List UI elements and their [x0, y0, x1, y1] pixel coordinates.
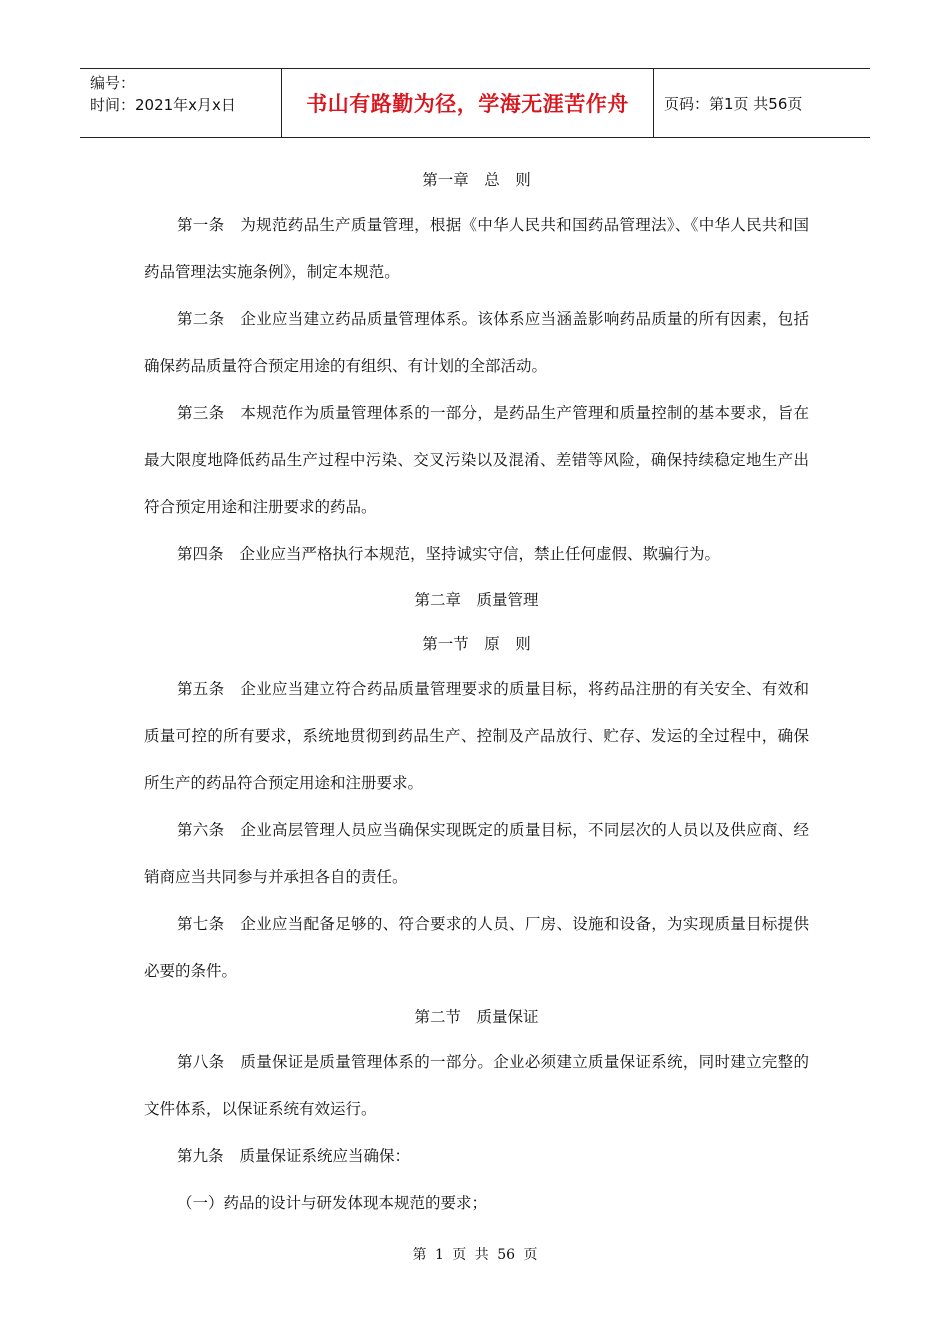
article: [144, 202, 809, 296]
article-text: 企业应当严格执行本规范，坚持诚实守信，禁止任何虚假、欺骗行为。: [239, 545, 721, 563]
article: [144, 901, 809, 995]
article: [144, 1039, 809, 1133]
article-number: 第二条: [177, 310, 225, 328]
article-text: 企业应当配备足够的、符合要求的人员、厂房、设施和设备，为实现质量目标提供必要的条件。: [144, 915, 809, 980]
article-text: 质量保证是质量管理体系的一部分。企业必须建立质量保证系统，同时建立完整的文件体系，以保证系统有效运行。: [144, 1053, 809, 1118]
document-number-label: 编号：: [90, 74, 136, 92]
article-number: 第四条: [177, 545, 224, 563]
section-heading: 第二节 质量保证: [414, 1008, 539, 1026]
article: [144, 1133, 809, 1180]
article-number: 第七条: [177, 915, 225, 933]
article-number: 第三条: [177, 404, 225, 422]
article-number: 第一条: [177, 216, 225, 234]
article-text: 本规范作为质量管理体系的一部分，是药品生产管理和质量控制的基本要求，旨在最大限度地降低药品生产过程中污染、交叉污染以及混淆、差错等风险，确保持续稳定地生产出符合预定用途和注册要求的药品。: [144, 404, 809, 516]
header-meta: [80, 69, 281, 137]
article: [144, 807, 809, 901]
article: [144, 296, 809, 390]
header-motto: 书山有路勤为径，学海无涯苦作舟: [306, 92, 629, 116]
article-number: 第五条: [177, 680, 225, 698]
header-page-info: 页码：第1页 共56页: [664, 94, 803, 113]
header-motto-cell: [281, 69, 654, 137]
article-number: 第九条: [177, 1147, 224, 1165]
article-text: 企业应当建立药品质量管理体系。该体系应当涵盖影响药品质量的所有因素，包括确保药品质量符合预定用途的有组织、有计划的全部活动。: [144, 310, 809, 375]
article-text: 为规范药品生产质量管理，根据《中华人民共和国药品管理法》、《中华人民共和国药品管理法实施条例》，制定本规范。: [144, 216, 809, 281]
article: [144, 666, 809, 807]
page-footer: 第 1 页 共 56 页: [412, 1247, 538, 1263]
article-number: 第六条: [177, 821, 225, 839]
document-date: 时间：2021年x月x日: [90, 96, 236, 114]
document-body: [144, 158, 809, 1227]
chapter-heading: 第一章 总 则: [422, 171, 531, 189]
section-heading: 第一节 原 则: [422, 635, 531, 653]
document-header: [80, 68, 870, 138]
article-text: 企业应当建立符合药品质量管理要求的质量目标，将药品注册的有关安全、有效和质量可控的所有要求，系统地贯彻到药品生产、控制及产品放行、贮存、发运的全过程中，确保所生产的药品符合预定用途和注册要求。: [144, 680, 809, 792]
article: [144, 531, 809, 578]
article-text: 企业高层管理人员应当确保实现既定的质量目标，不同层次的人员以及供应商、经销商应当共同参与并承担各自的责任。: [144, 821, 809, 886]
article-text: 质量保证系统应当确保：: [239, 1147, 411, 1165]
article-number: 第八条: [177, 1053, 225, 1071]
list-item: （一）药品的设计与研发体现本规范的要求；: [177, 1194, 488, 1212]
article: [144, 390, 809, 531]
chapter-heading: 第二章 质量管理: [414, 591, 539, 609]
